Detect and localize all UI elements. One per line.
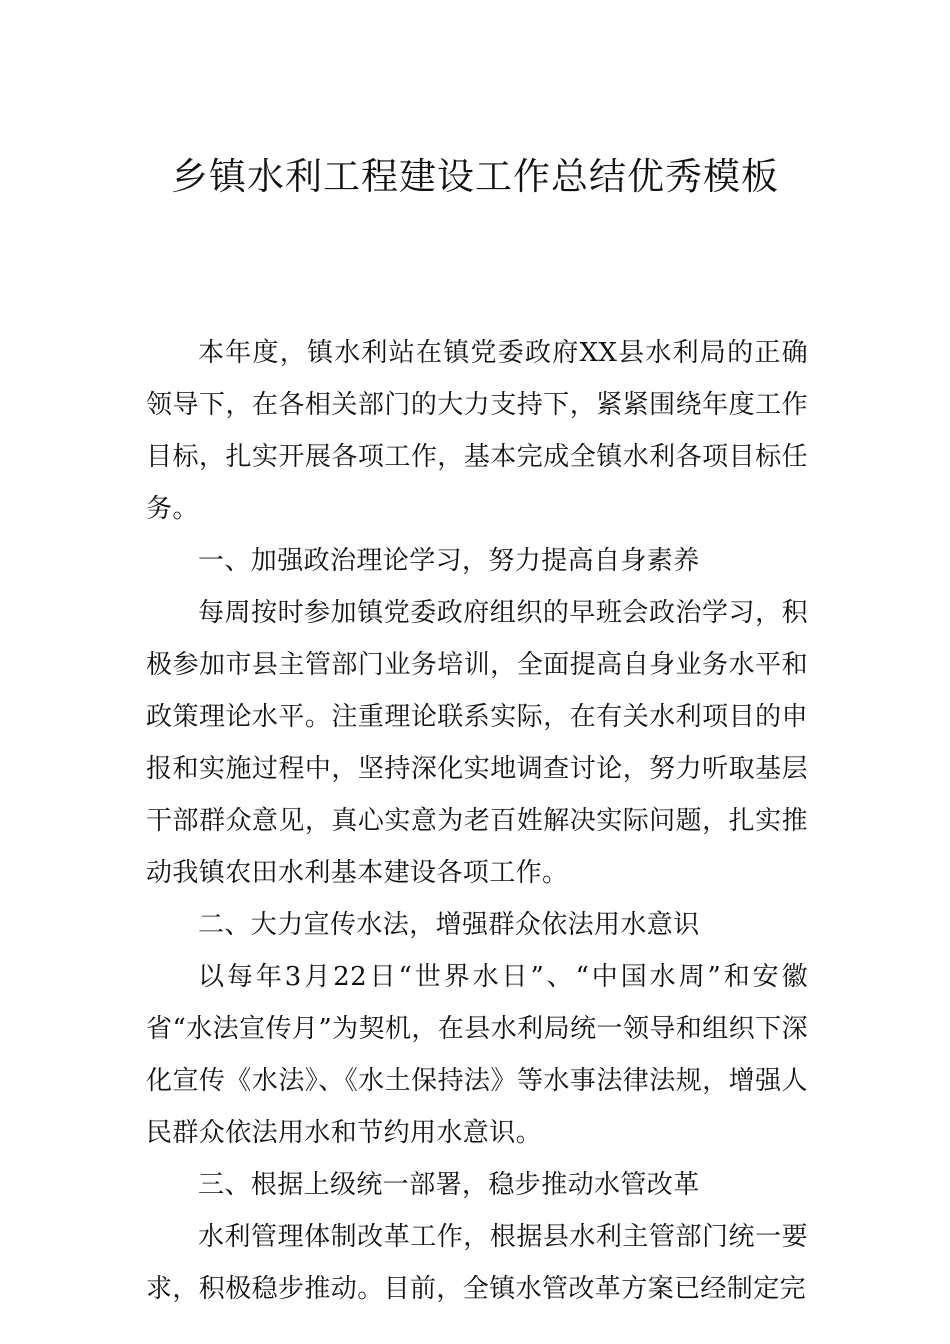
- document-body: [146, 327, 808, 1315]
- section-3-paragraph: 水利管理体制改革工作，根据县水利主管部门统一要求，积极稳步推动。目前，全镇水管改革方案已经制定完: [146, 1222, 808, 1304]
- document-title: 乡镇水利工程建设工作总结优秀模板: [171, 154, 779, 198]
- section-heading-2: 二、大力宣传水法，增强群众依法用水意识: [198, 910, 700, 940]
- section-heading-1: 一、加强政治理论学习，努力提高自身素养: [198, 546, 700, 576]
- section-2-paragraph: 以每年3月22日“世界水日”、“中国水周”和安徽省“水法宣传月”为契机，在县水利局统一领导和组织下深化宣传《水法》、《水土保持法》等水事法律法规，增强人民群众依法用水和节约用水意识。: [146, 962, 808, 1148]
- intro-paragraph: 本年度，镇水利站在镇党委政府XX县水利局的正确领导下，在各相关部门的大力支持下，紧紧围绕年度工作目标，扎实开展各项工作，基本完成全镇水利各项目标任务。: [146, 338, 808, 524]
- section-heading-3: 三、根据上级统一部署，稳步推动水管改革: [198, 1170, 700, 1200]
- section-1-paragraph: 每周按时参加镇党委政府组织的早班会政治学习，积极参加市县主管部门业务培训，全面提高自身业务水平和政策理论水平。注重理论联系实际，在有关水利项目的申报和实施过程中，坚持深化实地调查讨论，努力听取基层干部群众意见，真心实意为老百姓解决实际问题，扎实推动我镇农田水利基本建设各项工作。: [146, 598, 808, 888]
